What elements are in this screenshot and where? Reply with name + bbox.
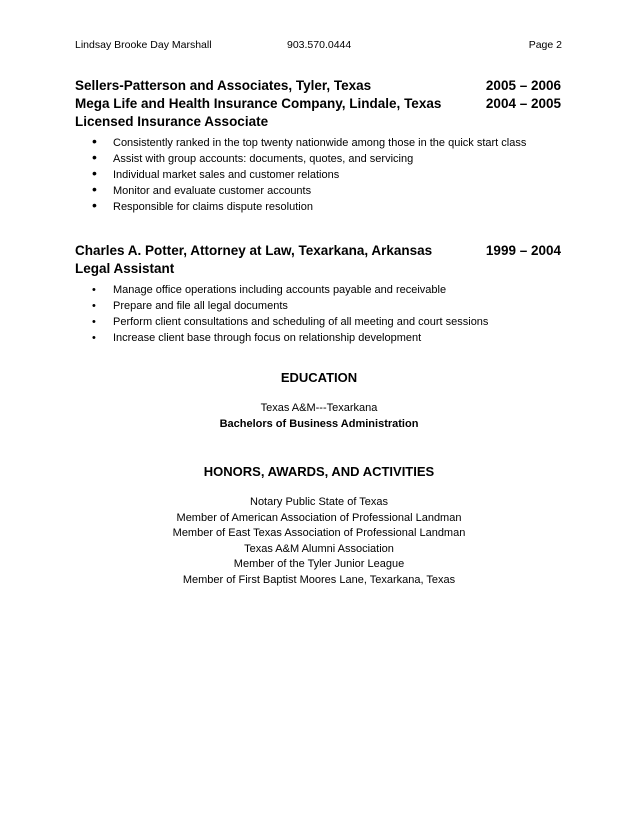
list-item: • Responsible for claims dispute resolution (92, 197, 313, 213)
list-item: • Perform client consultations and scheduling of all meeting and court sessions (92, 316, 489, 328)
header-phone: 903.570.0444 (287, 39, 352, 51)
list-item: Notary Public State of Texas (250, 496, 388, 508)
employment-dates: 2004 – 2005 (485, 96, 561, 111)
bullet-icon: • (92, 165, 97, 181)
job-legal (75, 242, 561, 346)
employer-name: Mega Life and Health Insurance Company, Lindale, Texas (75, 96, 442, 111)
list-item: • Increase client base through focus on relationship development (92, 332, 422, 344)
list-item: • Manage office operations including accounts payable and receivable (92, 284, 447, 296)
section-heading: HONORS, AWARDS, AND ACTIVITIES (203, 464, 435, 479)
list-item: • Assist with group accounts: documents, quotes, and servicing (92, 149, 414, 165)
list-item: Texas A&M Alumni Association (244, 542, 394, 555)
header-page-number: Page 2 (528, 39, 562, 51)
education-section (0, 369, 638, 432)
bullet-icon: • (92, 197, 97, 213)
degree-name: Bachelors of Business Administration (219, 417, 419, 430)
list-item: • Prepare and file all legal documents (92, 300, 288, 312)
list-item: Member of the Tyler Junior League (233, 558, 405, 570)
list-item: Member of First Baptist Moores Lane, Texarkana, Texas (182, 573, 456, 586)
bullet-icon: • (92, 181, 97, 197)
list-item: • Individual market sales and customer relations (92, 165, 340, 181)
employer-line (75, 95, 561, 113)
employment-dates: 2005 – 2006 (485, 78, 561, 93)
honors-section (0, 463, 638, 588)
list-item: • Consistently ranked in the top twenty nationwide among those in the quick start class (92, 133, 527, 149)
bullet-icon: • (92, 149, 97, 165)
bullet-icon: • (92, 133, 97, 149)
list-item: Member of East Texas Association of Professional Landman (172, 527, 466, 539)
employer-name: Sellers-Patterson and Associates, Tyler, Texas (75, 78, 372, 93)
duties-list (75, 282, 561, 346)
list-item: • Monitor and evaluate customer accounts (92, 181, 312, 197)
employment-dates: 1999 – 2004 (485, 243, 561, 258)
employer-line (75, 77, 561, 95)
job-title: Legal Assistant (75, 261, 175, 276)
school-name: Texas A&M---Texarkana (260, 402, 378, 414)
duties-list (75, 135, 561, 215)
section-heading: EDUCATION (280, 370, 358, 385)
header-name: Lindsay Brooke Day Marshall (75, 39, 212, 51)
list-item: Member of American Association of Professional Landman (176, 511, 462, 524)
employer-line (75, 242, 561, 260)
bullet-icon: • (92, 284, 96, 296)
bullet-icon: • (92, 332, 96, 344)
job-title: Licensed Insurance Associate (75, 114, 269, 129)
job-insurance (75, 77, 561, 215)
bullet-icon: • (92, 300, 96, 312)
bullet-icon: • (92, 316, 96, 328)
employer-name: Charles A. Potter, Attorney at Law, Texarkana, Arkansas (75, 243, 433, 258)
